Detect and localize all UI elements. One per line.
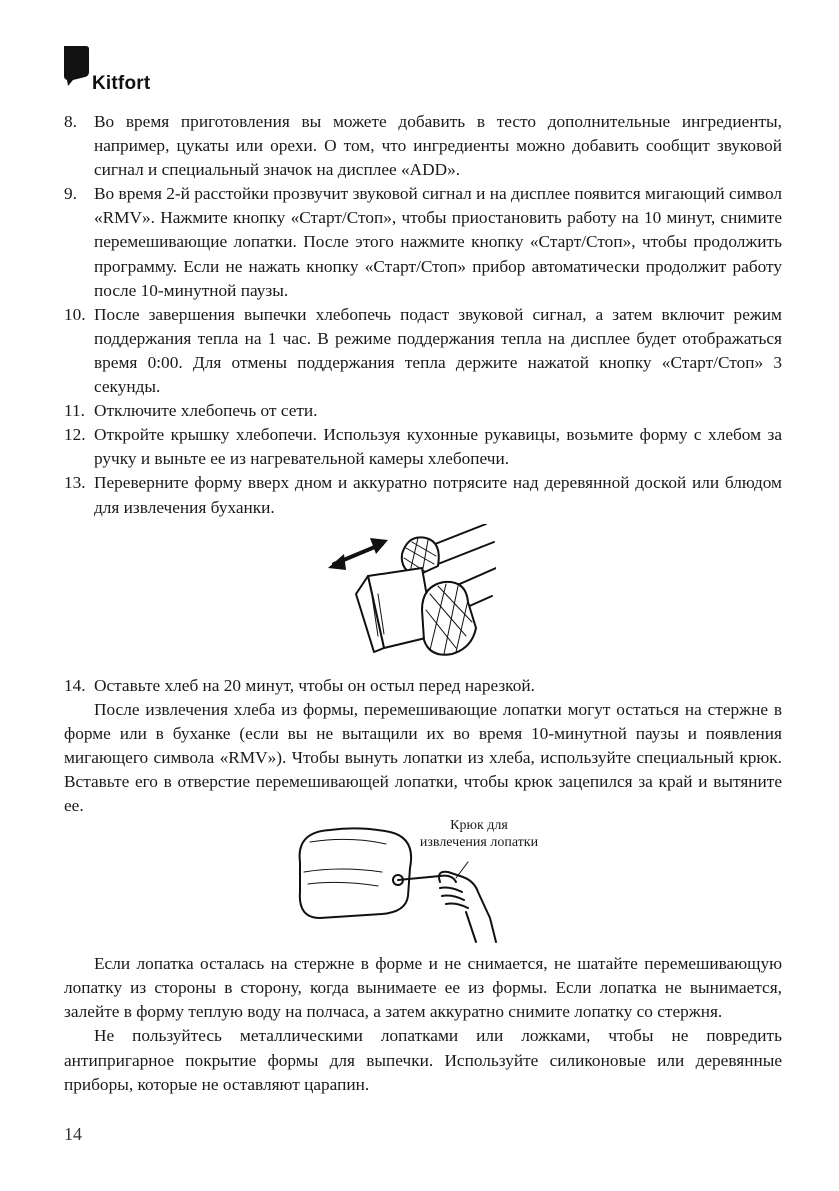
step-number: 13. xyxy=(64,473,86,493)
paragraph-utensils: Не пользуйтесь металлическими лопатками или ложками, чтобы не повредить антипригарное покрытие формы для выпечки. Используйте силиконовые или деревянные приборы, которые не оставляют царапин. xyxy=(64,1026,782,1094)
list-item xyxy=(64,674,782,698)
step-number: 12. xyxy=(64,425,86,445)
steps-list-b xyxy=(64,674,782,698)
step-text: Во время приготовления вы можете добавить в тесто дополнительные ингредиенты, например, цукаты или орехи. О том, что ингредиенты можно добавить сообщит звуковой сигнал и специальный значок на дисплее «ADD». xyxy=(94,112,782,180)
page-content xyxy=(64,110,782,1097)
figure-shake-bread-pan xyxy=(64,520,782,674)
paragraph-stuck-paddle: Если лопатка осталась на стержне в форме и не снимается, не шатайте перемешивающую лопатку из стороны в сторону, когда вынимаете ее из формы. Если лопатка не вынимается, залейте в форму теплую воду на полчаса, а затем аккуратно снимите лопатку со стержня. xyxy=(64,954,782,1022)
step-text: Переверните форму вверх дном и аккуратно потрясите над деревянной доской или блюдом для извлечения буханки. xyxy=(94,473,782,517)
step-number: 9. xyxy=(64,184,77,204)
list-item xyxy=(64,303,782,399)
step-number: 11. xyxy=(64,401,85,421)
list-item xyxy=(64,182,782,302)
list-item xyxy=(64,399,782,423)
list-item xyxy=(64,471,782,519)
paragraph-paddles: После извлечения хлеба из формы, перемешивающие лопатки могут остаться на стержне в форме или в буханке (если вы не вытащили их во время 10-минутной паузы и появления мигающего символа «RMV»). Чтобы вынуть лопатки из хлеба, используйте специальный крюк. Вставьте его в отверстие перемешивающей лопатки, чтобы крюк зацепился за край и вытяните ее. xyxy=(64,699,782,816)
step-number: 10. xyxy=(64,304,86,324)
kitfort-logo-icon xyxy=(64,46,90,86)
step-text: Во время 2-й расстойки прозвучит звуковой сигнал и на дисплее появится мигающий символ «RMV». Нажмите кнопку «Старт/Стоп», чтобы приостановить работу на 10 минут, снимите перемешивающие лопатки. После этого нажмите кнопку «Старт/Стоп», чтобы продолжить программу. Если не нажать кнопку «Старт/Стоп» прибор автоматически продолжит работу после 10-минутной паузы. xyxy=(94,184,782,300)
step-text: Отключите хлебопечь от сети. xyxy=(94,401,318,421)
brand-logo xyxy=(64,46,184,96)
figure-hook-removal xyxy=(64,818,782,952)
step-text: Оставьте хлеб на 20 минут, чтобы он остыл перед нарезкой. xyxy=(94,675,535,695)
steps-list-a xyxy=(64,110,782,520)
page-number: 14 xyxy=(64,1124,82,1144)
hook-caption: Крюк для извлечения лопатки xyxy=(419,818,539,850)
list-item xyxy=(64,423,782,471)
step-number: 8. xyxy=(64,112,77,131)
step-number: 14. xyxy=(64,675,86,695)
step-text: После завершения выпечки хлебопечь подаст звуковой сигнал, а затем включит режим поддержания тепла на 1 час. В режиме поддержания тепла на дисплее будет отображаться время 0:00. Для отмены поддержания тепла держите нажатой кнопку «Старт/Стоп» 3 секунды. xyxy=(94,304,782,397)
list-item xyxy=(64,110,782,182)
shake-bread-pan-illustration xyxy=(326,524,496,664)
brand-name: Kitfort xyxy=(92,73,151,94)
step-text: Откройте крышку хлебопечи. Используя кухонные рукавицы, возьмите форму с хлебом за ручку и выньте ее из нагревательной камеры хлебопечи. xyxy=(94,425,782,469)
